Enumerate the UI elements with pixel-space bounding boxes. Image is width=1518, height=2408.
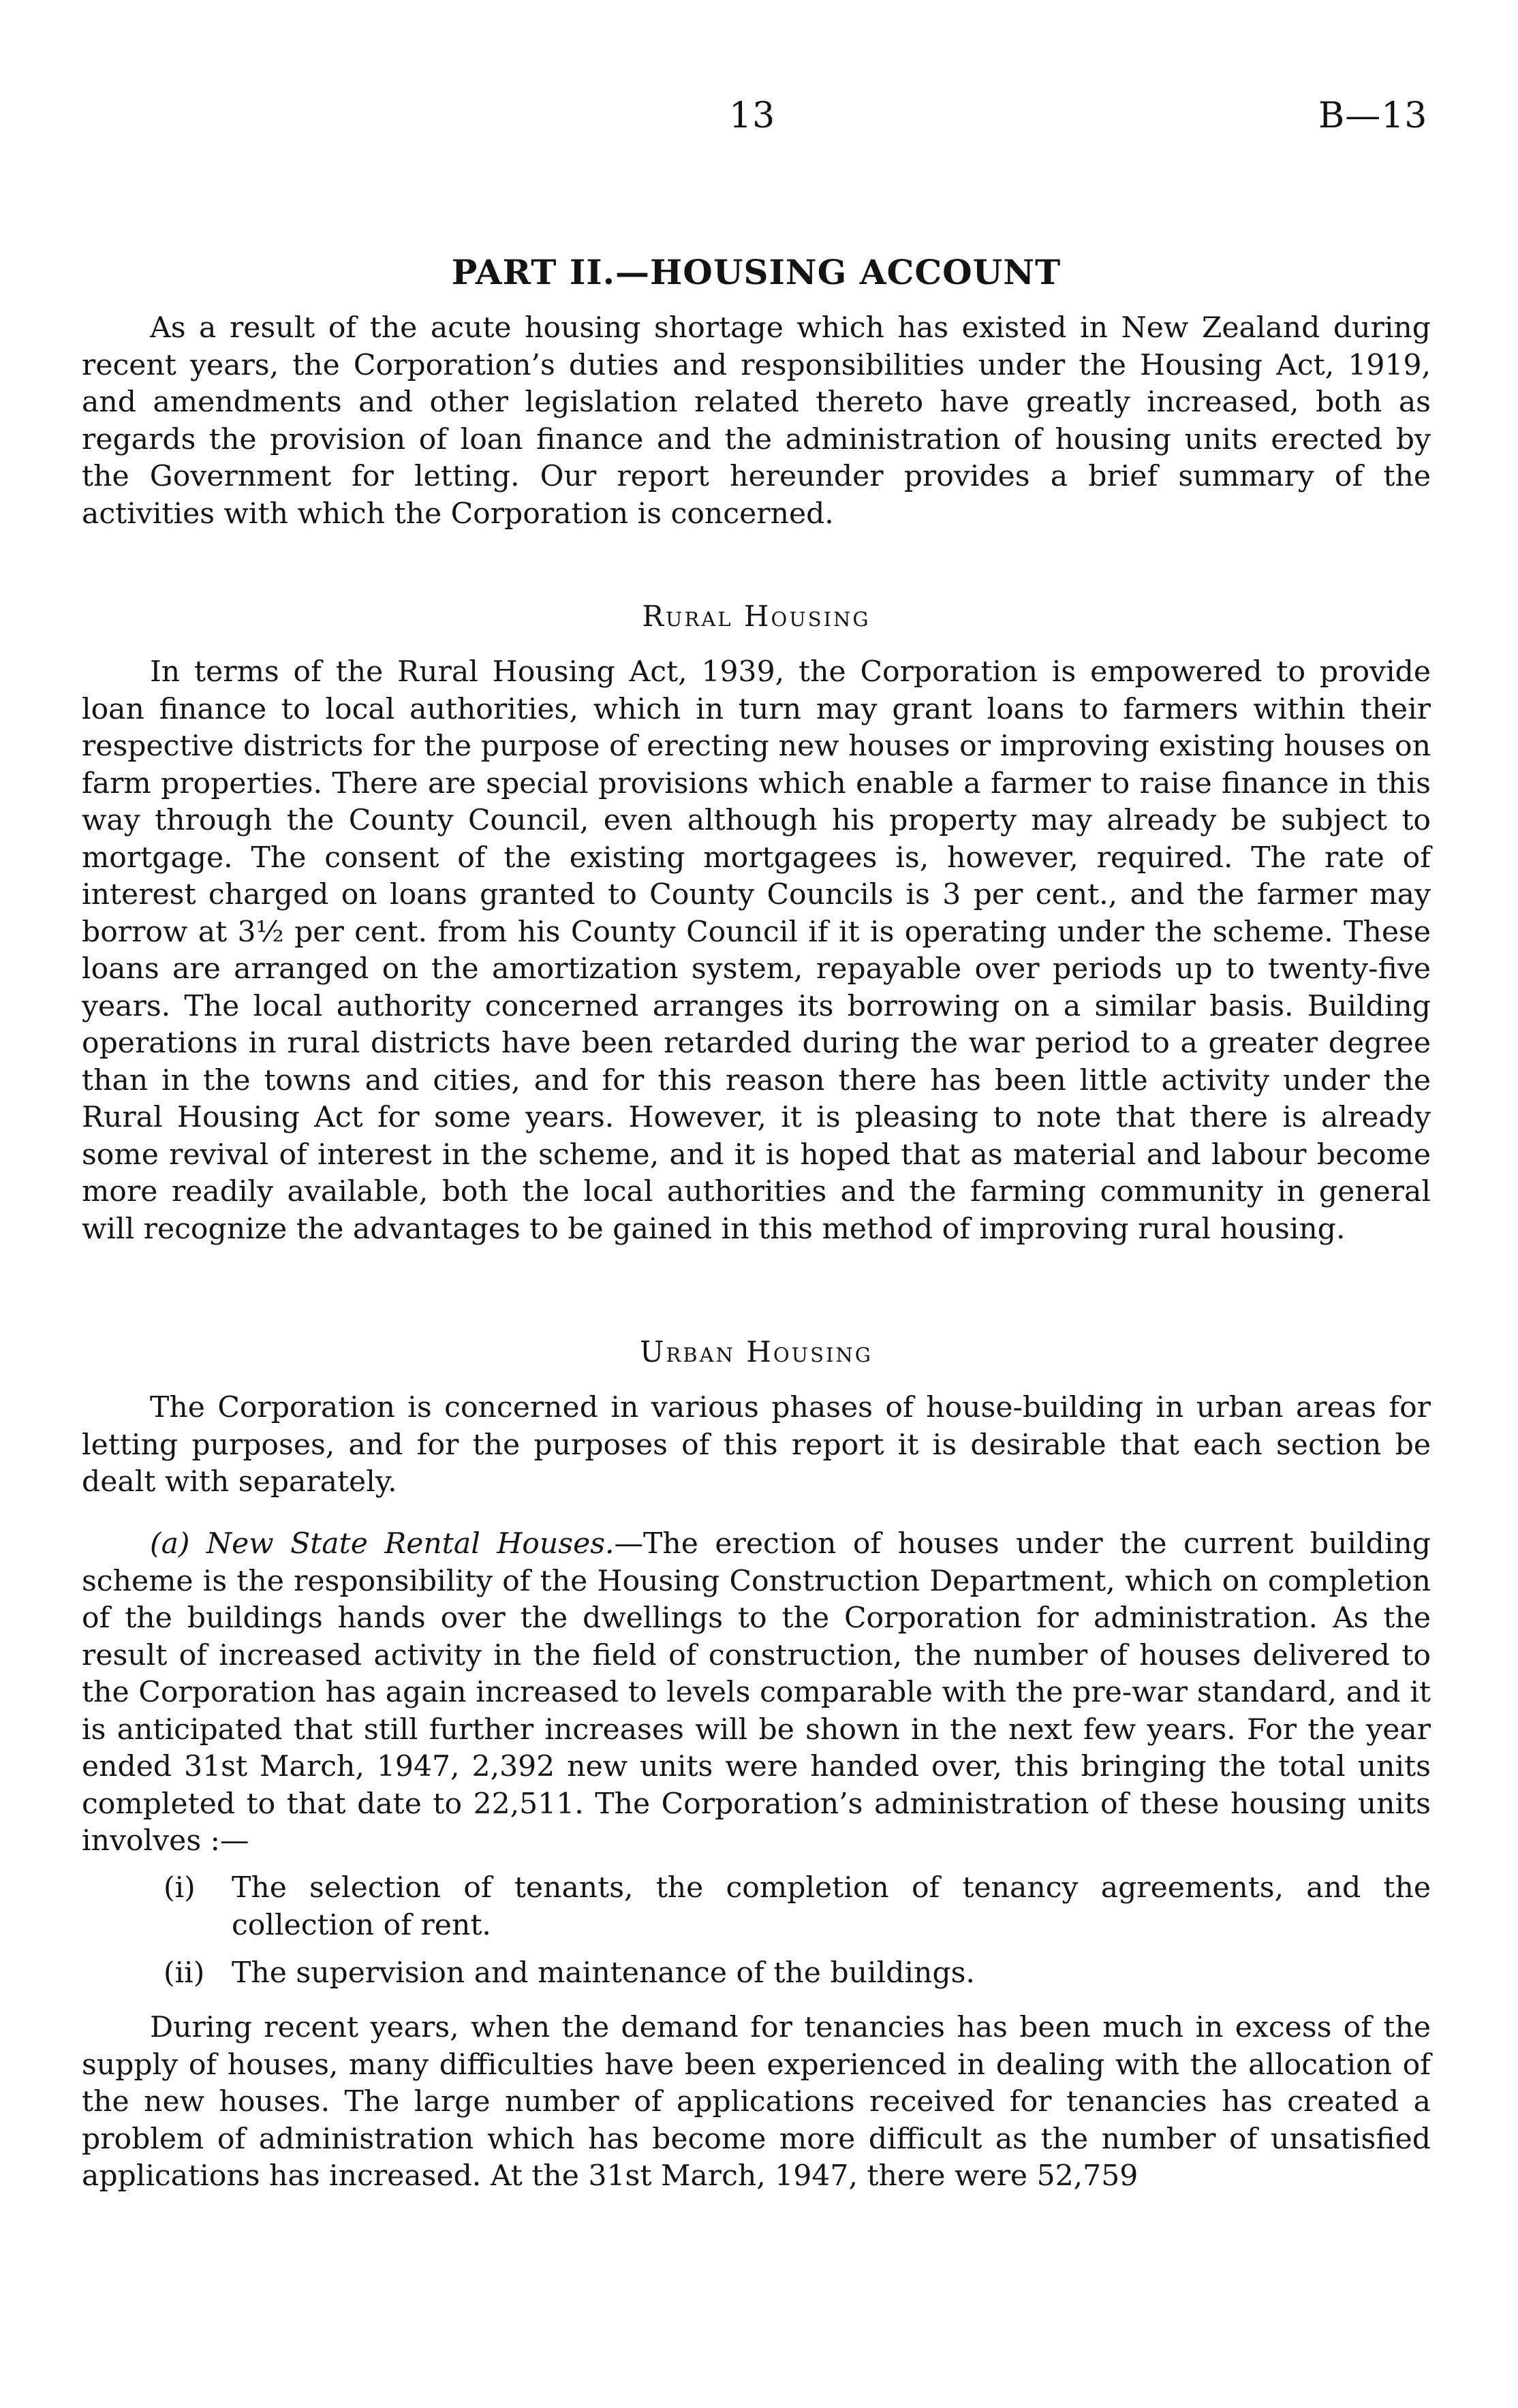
list-item-text: The supervision and maintenance of the buildings. [232, 1956, 975, 1990]
document-code: B—13 [1318, 95, 1428, 136]
rural-housing-heading: Rural Housing [642, 599, 871, 633]
intro-paragraph: As a result of the acute housing shortage which has existed in New Zealand during recent years, the Corporation’s duties and responsibilities under the Housing Act, 1919, and amendments and other legislation related thereto have greatly increased, both as regards the provision of loan finance and the administration of housing units erected by the Government for letting. Our report hereunder provides a brief summary of the activities with which the Corporation is concerned. [82, 311, 1431, 531]
subsection-label: (a) New State Rental Houses. [150, 1527, 615, 1561]
list-item-text: The selection of tenants, the completion of tenancy agreements, and the collection of rent. [232, 1871, 1431, 1942]
urban-housing-heading: Urban Housing [640, 1335, 873, 1369]
page-number: 13 [729, 95, 776, 136]
list-marker: (i) [164, 1871, 196, 1905]
list-item-2 [164, 1955, 1431, 1992]
new-state-rental-houses-paragraph [82, 1526, 1431, 1860]
list-marker: (ii) [164, 1956, 205, 1990]
rural-housing-paragraph: In terms of the Rural Housing Act, 1939, the Corporation is empowered to provide loan finance to local authorities, which in turn may grant loans to farmers within their respective districts for the purpose of erecting new houses or improving existing houses on farm properties. There are special provisions which enable a farmer to raise finance in this way through the County Council, even although his property may already be subject to mortgage. The consent of the existing mortgagees is, however, required. The rate of interest charged on loans granted to County Councils is 3 per cent., and the farmer may borrow at 3½ per cent. from his County Council if it is operating under the scheme. These loans are arranged on the amortization system, repayable over periods up to twenty-five years. The local authority concerned arranges its borrowing on a similar basis. Building operations in rural districts have been retarded during the war period to a greater degree than in the towns and cities, and for this reason there has been little activity under the Rural Housing Act for some years. However, it is pleasing to note that there is already some revival of interest in the scheme, and it is hoped that as material and labour become more readily available, both the local authorities and the farming community in general will recognize the advantages to be gained in this method of improving rural housing. [82, 655, 1431, 1246]
subsection-text: —The erection of houses under the current building scheme is the responsibility of the Housing Construction Department, which on completion of the buildings hands over the dwellings to the Corporation for administration. As the result of increased activity in the field of construction, the number of houses delivered to the Corporation has again increased to levels comparable with the pre-war standard, and it is anticipated that still further increases will be shown in the next few years. For the year ended 31st March, 1947, 2,392 new units were handed over, this bringing the total units completed to that date to 22,511. The Corporation’s administration of these housing units involves :— [82, 1527, 1431, 1858]
section-title: PART II.—HOUSING ACCOUNT [451, 252, 1062, 292]
urban-housing-intro-paragraph: The Corporation is concerned in various phases of house-building in urban areas for letting purposes, and for the purposes of this report it is desirable that each section be dealt with separately. [82, 1391, 1431, 1499]
allocation-paragraph: During recent years, when the demand for tenancies has been much in excess of the supply of houses, many difficulties have been experienced in dealing with the allocation of the new houses. The large number of applications received for tenancies has created a problem of administration which has become more difficult as the number of unsatisfied applications has increased. At the 31st March, 1947, there were 52,759 [82, 2011, 1431, 2193]
list-item-1 [164, 1870, 1431, 1944]
